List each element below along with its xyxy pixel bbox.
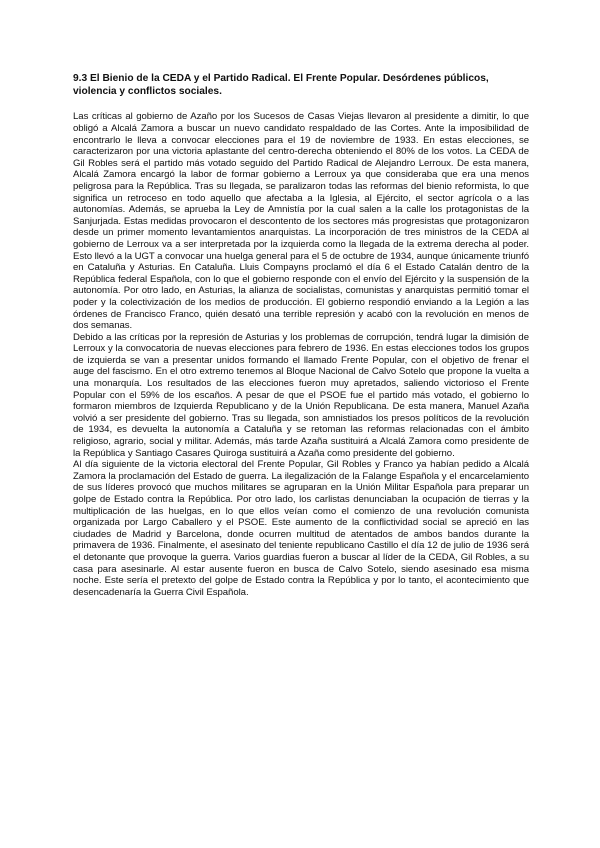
paragraph-frente-popular: Debido a las críticas por la represión de Asturias y los problemas de corrupción, tendrá lugar la dimisión de Lerroux y la convocatoria de nuevas elecciones para febrero de 1936. En estas elecciones todos los grupos de izquierda se van a presentar unidos formando el llamado Frente Popular, con el objetivo de frenar el auge del fascismo. En el otro extremo tenemos al Bloque Nacional de Calvo Sotelo que propone la vuelta a una monarquía. Los resultados de las elecciones fueron muy apretados, saliendo victorioso el Frente Popular con el 59% de los escaños. A pesar de que el PSOE fue el partido más votado, el gobierno lo formaron miembros de Izquierda Republicano y de la Unión Republicana. De esta manera, Manuel Azaña volvió a ser presidente del gobierno. Tras su llegada, son amnistiados los presos políticos de la revolución de 1934, es devuelta la autonomía a Cataluña y se retoman las reformas relacionadas con el ámbito religioso, agrario, social y militar. Además, más tarde Azaña sustituirá a Alcalá Zamora como presidente de la República y Santiago Casares Quiroga sustituirá a Azaña como presidente del gobierno. xyxy=(73,331,529,459)
paragraph-bienio-cedista: Las críticas al gobierno de Azaño por los Sucesos de Casas Viejas llevaron al presidente a dimitir, lo que obligó a Alcalá Zamora a buscar un nuevo candidato respaldado de las Cortes. Ante la imposibilidad de encontrarlo le lleva a convocar elecciones para el 19 de noviembre de 1933. En estas elecciones, se caracterizaron por una victoria aplastante del centro-derecha obteniendo el 80% de los votos. La CEDA de Gil Robles será el partido más votado seguido del Partido Radical de Alejandro Lerroux. De esta manera, Alcalá Zamora encargó la labor de formar gobierno a Lerroux ya que consideraba que era una menos peligrosa para la República. Tras su llegada, se paralizaron todas las reformas del bienio reformista, lo que significa un retroceso en todo aquello que afectaba a la Iglesia, al Ejército, el sector agrícola o a las autonomías. Además, se aprueba la Ley de Amnistía por la cual salen a la calle los protagonistas de la Sanjurjada. Estas medidas provocaron el descontento de los sectores más progresistas que protagonizaron desde un primer momento levantamientos anarquistas. La incorporación de tres ministros de la CEDA al gobierno de Lerroux va a ser interpretada por la izquierda como la llegada de la extrema derecha al poder. Esto llevó a la UGT a convocar una huelga general para el 5 de octubre de 1934, aunque únicamente triunfó en Cataluña y Asturias. En Cataluña. Lluis Compayns proclamó el día 6 el Estado Catalán dentro de la República federal Española, con lo que el gobierno responde con el envío del Ejército y la suspensión de la autonomía. Por otro lado, en Asturias, la alianza de socialistas, comunistas y anarquistas permitió tomar el poder y la colectivización de los medios de producción. El gobierno respondió enviando a la Legión a las órdenes de Francisco Franco, quién desató una terrible represión y acabó con la revolución en menos de dos semanas. xyxy=(73,111,529,332)
section-title: 9.3 El Bienio de la CEDA y el Partido Radical. El Frente Popular. Desórdenes públicos, violencia y conflictos sociales. xyxy=(73,73,489,98)
paragraph-desordenes-publicos: Al día siguiente de la victoria electoral del Frente Popular, Gil Robles y Franco ya habían pedido a Alcalá Zamora la proclamación del Estado de guerra. La ilegalización de la Falange Española y el encarcelamiento de sus líderes provocó que muchos militares se agruparan en la Unión Militar Española para preparar un golpe de Estado contra la República. Por otro lado, los carlistas denunciaban la ocupación de tierras y la multiplicación de las huelgas, en lo que ellos veían como el comienzo de una revolución comunista organizada por Largo Caballero y el PSOE. Este aumento de la conflictividad social se apreció en las ciudades de Madrid y Barcelona, donde ocurren multitud de atentados de ambos bandos durante la primavera de 1936. Finalmente, el asesinato del teniente republicano Castillo el día 12 de julio de 1936 será el detonante que provoque la guerra. Varios guardias fueron a buscar al líder de la CEDA, Gil Robles, a su casa para asesinarle. Al estar ausente fueron en busca de Calvo Sotelo, siendo asesinado esa misma noche. Este sería el pretexto del golpe de Estado contra la República y por lo tanto, el acontecimiento que desencadenaría la Guerra Civil Española. xyxy=(73,459,529,598)
document-page xyxy=(73,72,529,598)
